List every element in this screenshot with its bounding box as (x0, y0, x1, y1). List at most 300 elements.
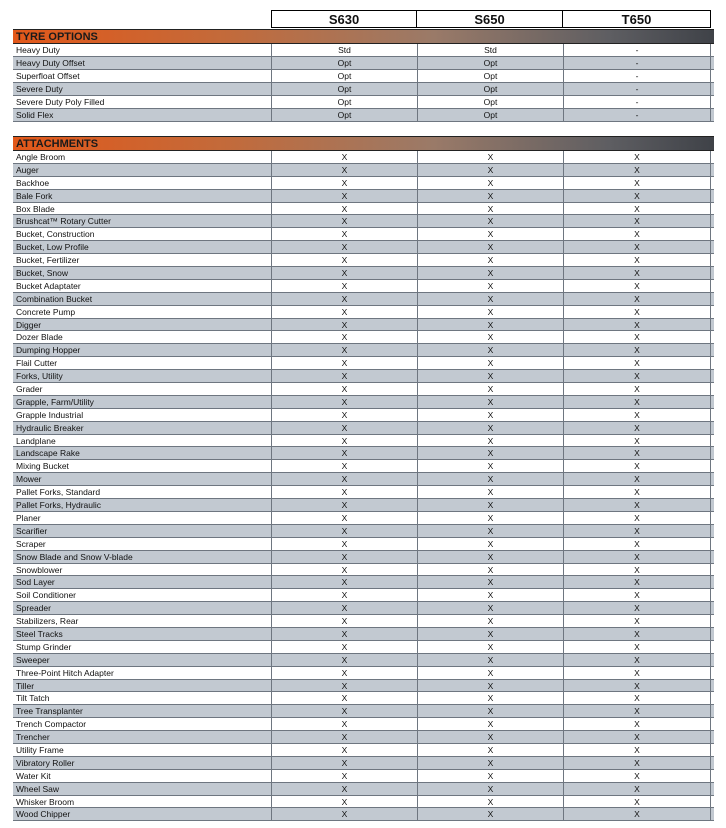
attachment-row (13, 538, 714, 551)
cell-s630: X (271, 151, 417, 163)
cell-s650: X (417, 744, 563, 756)
cell-s650: X (417, 383, 563, 395)
cell-s650: X (417, 499, 563, 511)
row-label: Sweeper (16, 654, 50, 665)
cell-t650: X (563, 641, 711, 653)
cell-t650: X (563, 499, 711, 511)
cell-t650: X (563, 564, 711, 576)
attachment-row (13, 783, 714, 796)
cell-t650: X (563, 615, 711, 627)
cell-t650: X (563, 796, 711, 808)
model-header-s650: S650 (417, 10, 563, 28)
row-label: Tiller (16, 680, 35, 691)
cell-t650: X (563, 293, 711, 305)
cell-s630: X (271, 241, 417, 253)
cell-s630: X (271, 319, 417, 331)
row-label: Angle Broom (16, 152, 66, 162)
cell-s650: X (417, 576, 563, 588)
cell-s650: X (417, 241, 563, 253)
attachment-row (13, 357, 714, 370)
cell-s630: X (271, 525, 417, 537)
cell-s630: X (271, 757, 417, 769)
row-label: Bucket Adaptater (16, 280, 81, 291)
cell-s650: X (417, 525, 563, 537)
attachment-row (13, 486, 714, 499)
model-header-t650: T650 (563, 10, 711, 28)
cell-s650: X (417, 190, 563, 202)
cell-s650: X (417, 615, 563, 627)
row-label: Spreader (16, 603, 51, 614)
row-label: Planer (16, 512, 41, 523)
row-label: Forks, Utility (16, 371, 63, 382)
cell-t650: X (563, 344, 711, 356)
cell-s650: X (417, 770, 563, 782)
cell-s630: X (271, 357, 417, 369)
cell-t650: X (563, 486, 711, 498)
row-label: Grapple Industrial (16, 409, 84, 420)
cell-s630: X (271, 344, 417, 356)
cell-t650: X (563, 628, 711, 640)
row-label: Pallet Forks, Standard (16, 487, 101, 498)
cell-s630: Std (271, 44, 417, 56)
cell-t650: X (563, 808, 711, 820)
attachment-row (13, 615, 714, 628)
cell-s650: X (417, 215, 563, 227)
cell-t650: X (563, 151, 711, 163)
tyre-option-row (13, 70, 714, 83)
row-label: Auger (16, 164, 39, 175)
attachment-row (13, 512, 714, 525)
cell-s630: X (271, 190, 417, 202)
attachment-row (13, 254, 714, 267)
attachment-row (13, 576, 714, 589)
tyre-option-row (13, 109, 714, 122)
row-label: Mower (16, 474, 42, 485)
cell-t650: X (563, 267, 711, 279)
spec-sheet (13, 10, 714, 821)
cell-s650: X (417, 486, 563, 498)
cell-s650: X (417, 422, 563, 434)
cell-s650: X (417, 331, 563, 343)
row-label: Digger (16, 319, 42, 330)
attachment-row (13, 808, 714, 821)
cell-t650: X (563, 228, 711, 240)
cell-t650: X (563, 254, 711, 266)
cell-s650: X (417, 280, 563, 292)
attachment-row (13, 525, 714, 538)
header-spacer (13, 10, 271, 28)
cell-s630: X (271, 486, 417, 498)
attachment-row (13, 551, 714, 564)
cell-s650: X (417, 757, 563, 769)
row-label: Severe Duty Poly Filled (16, 97, 105, 107)
cell-t650: X (563, 241, 711, 253)
row-label: Soil Conditioner (16, 590, 77, 601)
tyre-options-heading: TYRE OPTIONS (13, 29, 714, 44)
tyre-option-row (13, 57, 714, 70)
cell-s630: X (271, 203, 417, 215)
cell-s630: X (271, 796, 417, 808)
cell-s630: X (271, 731, 417, 743)
cell-s650: X (417, 628, 563, 640)
cell-t650: X (563, 177, 711, 189)
cell-s650: Opt (417, 83, 563, 95)
cell-s650: X (417, 177, 563, 189)
row-label: Steel Tracks (16, 628, 63, 639)
cell-s630: X (271, 628, 417, 640)
cell-s650: Opt (417, 70, 563, 82)
cell-s650: X (417, 602, 563, 614)
attachment-row (13, 628, 714, 641)
cell-s650: X (417, 357, 563, 369)
cell-s650: X (417, 306, 563, 318)
cell-s650: X (417, 396, 563, 408)
cell-s630: X (271, 422, 417, 434)
cell-s650: X (417, 228, 563, 240)
cell-t650: X (563, 473, 711, 485)
cell-s630: X (271, 306, 417, 318)
attachment-row (13, 435, 714, 448)
row-label: Heavy Duty (16, 45, 60, 55)
cell-s650: Opt (417, 57, 563, 69)
cell-s630: X (271, 551, 417, 563)
attachment-row (13, 731, 714, 744)
cell-t650: X (563, 203, 711, 215)
attachments-table (13, 151, 714, 821)
cell-t650: X (563, 551, 711, 563)
row-label: Pallet Forks, Hydraulic (16, 500, 102, 511)
attachment-row (13, 692, 714, 705)
attachment-row (13, 602, 714, 615)
cell-s650: X (417, 435, 563, 447)
cell-s650: X (417, 319, 563, 331)
cell-s650: X (417, 344, 563, 356)
cell-s630: X (271, 215, 417, 227)
cell-s630: Opt (271, 83, 417, 95)
cell-s630: X (271, 228, 417, 240)
cell-t650: X (563, 744, 711, 756)
attachment-row (13, 473, 714, 486)
row-label: Sod Layer (16, 577, 55, 588)
cell-t650: - (563, 109, 711, 121)
attachment-row (13, 319, 714, 332)
cell-s650: X (417, 538, 563, 550)
cell-s630: X (271, 576, 417, 588)
cell-s650: X (417, 796, 563, 808)
cell-t650: X (563, 306, 711, 318)
attachment-row (13, 190, 714, 203)
cell-s650: X (417, 564, 563, 576)
cell-t650: X (563, 370, 711, 382)
row-label: Stabilizers, Rear (16, 616, 79, 627)
cell-t650: X (563, 409, 711, 421)
cell-t650: X (563, 718, 711, 730)
cell-s630: X (271, 254, 417, 266)
attachments-heading: ATTACHMENTS (13, 136, 714, 151)
attachment-row (13, 705, 714, 718)
cell-t650: X (563, 435, 711, 447)
attachment-row (13, 796, 714, 809)
cell-s630: X (271, 718, 417, 730)
cell-s650: X (417, 267, 563, 279)
cell-t650: X (563, 576, 711, 588)
row-label: Flail Cutter (16, 358, 58, 369)
cell-s630: X (271, 615, 417, 627)
cell-s650: Opt (417, 96, 563, 108)
row-label: Tree Transplanter (16, 706, 83, 717)
row-label: Dozer Blade (16, 332, 63, 343)
row-label: Brushcat™ Rotary Cutter (16, 216, 111, 227)
row-label: Utility Frame (16, 744, 64, 755)
attachment-row (13, 770, 714, 783)
row-label: Snowblower (16, 564, 63, 575)
attachment-row (13, 267, 714, 280)
cell-s650: Std (417, 44, 563, 56)
attachment-row (13, 177, 714, 190)
cell-t650: - (563, 44, 711, 56)
cell-s650: X (417, 409, 563, 421)
cell-s650: X (417, 473, 563, 485)
row-label: Wood Chipper (16, 809, 71, 820)
row-label: Bucket, Fertilizer (16, 255, 80, 266)
cell-t650: X (563, 680, 711, 692)
attachment-row (13, 293, 714, 306)
cell-s630: X (271, 564, 417, 576)
row-label: Hydraulic Breaker (16, 422, 84, 433)
cell-t650: X (563, 602, 711, 614)
cell-s630: X (271, 370, 417, 382)
cell-s630: X (271, 744, 417, 756)
cell-t650: X (563, 538, 711, 550)
row-label: Scarifier (16, 525, 48, 536)
attachment-row (13, 422, 714, 435)
cell-s630: X (271, 667, 417, 679)
cell-s630: Opt (271, 109, 417, 121)
model-header-row (13, 10, 714, 28)
attachment-row (13, 499, 714, 512)
attachment-row (13, 641, 714, 654)
cell-s630: X (271, 512, 417, 524)
row-label: Concrete Pump (16, 306, 76, 317)
row-label: Grader (16, 384, 43, 395)
cell-s630: X (271, 447, 417, 459)
row-label: Dumping Hopper (16, 345, 81, 356)
cell-s650: X (417, 512, 563, 524)
row-label: Trench Compactor (16, 719, 87, 730)
cell-s650: X (417, 151, 563, 163)
row-label: Grapple, Farm/Utility (16, 396, 94, 407)
cell-t650: X (563, 190, 711, 202)
cell-s650: X (417, 731, 563, 743)
cell-s630: X (271, 435, 417, 447)
cell-s630: X (271, 267, 417, 279)
cell-t650: X (563, 331, 711, 343)
cell-s650: X (417, 641, 563, 653)
cell-s650: X (417, 460, 563, 472)
row-label: Tilt Tatch (16, 693, 50, 704)
cell-s630: X (271, 770, 417, 782)
cell-s650: X (417, 808, 563, 820)
row-label: Whisker Broom (16, 796, 75, 807)
cell-t650: X (563, 783, 711, 795)
cell-s630: X (271, 538, 417, 550)
cell-t650: X (563, 280, 711, 292)
cell-t650: - (563, 96, 711, 108)
cell-t650: X (563, 705, 711, 717)
row-label: Stump Grinder (16, 641, 72, 652)
row-label: Three-Point Hitch Adapter (16, 667, 114, 678)
attachment-row (13, 654, 714, 667)
tyre-option-row (13, 96, 714, 109)
attachment-row (13, 744, 714, 757)
cell-s630: X (271, 177, 417, 189)
cell-s650: X (417, 447, 563, 459)
cell-s630: X (271, 293, 417, 305)
cell-t650: - (563, 83, 711, 95)
cell-s630: Opt (271, 57, 417, 69)
cell-s650: X (417, 783, 563, 795)
cell-t650: X (563, 164, 711, 176)
cell-t650: X (563, 731, 711, 743)
tyre-option-row (13, 83, 714, 96)
row-label: Landplane (16, 435, 56, 446)
cell-s630: X (271, 280, 417, 292)
attachment-row (13, 228, 714, 241)
row-label: Severe Duty (16, 84, 63, 94)
row-label: Bale Fork (16, 190, 53, 201)
cell-s650: X (417, 370, 563, 382)
row-label: Scraper (16, 538, 46, 549)
cell-s650: X (417, 654, 563, 666)
cell-t650: X (563, 692, 711, 704)
row-label: Landscape Rake (16, 448, 80, 459)
cell-t650: - (563, 70, 711, 82)
cell-t650: X (563, 319, 711, 331)
cell-t650: X (563, 215, 711, 227)
row-label: Trencher (16, 732, 50, 743)
cell-s650: X (417, 680, 563, 692)
cell-s650: X (417, 203, 563, 215)
row-label: Bucket, Low Profile (16, 242, 89, 253)
attachment-row (13, 757, 714, 770)
cell-t650: X (563, 589, 711, 601)
cell-s630: X (271, 602, 417, 614)
cell-s630: Opt (271, 70, 417, 82)
cell-s650: X (417, 667, 563, 679)
attachment-row (13, 151, 714, 164)
cell-s650: X (417, 692, 563, 704)
cell-s650: X (417, 254, 563, 266)
cell-s630: X (271, 680, 417, 692)
row-label: Superfloat Offset (16, 71, 80, 81)
cell-t650: X (563, 525, 711, 537)
cell-t650: X (563, 770, 711, 782)
attachment-row (13, 164, 714, 177)
cell-s630: X (271, 692, 417, 704)
attachment-row (13, 396, 714, 409)
attachment-row (13, 370, 714, 383)
row-label: Solid Flex (16, 110, 54, 120)
cell-s630: X (271, 705, 417, 717)
row-label: Combination Bucket (16, 293, 93, 304)
row-label: Backhoe (16, 177, 50, 188)
cell-t650: X (563, 422, 711, 434)
cell-s630: X (271, 460, 417, 472)
attachment-row (13, 460, 714, 473)
attachment-row (13, 344, 714, 357)
row-label: Vibratory Roller (16, 757, 75, 768)
row-label: Snow Blade and Snow V-blade (16, 551, 133, 562)
cell-t650: X (563, 383, 711, 395)
attachment-row (13, 680, 714, 693)
cell-t650: X (563, 757, 711, 769)
cell-s650: Opt (417, 109, 563, 121)
cell-s630: X (271, 409, 417, 421)
row-label: Box Blade (16, 203, 55, 214)
cell-s630: X (271, 808, 417, 820)
attachment-row (13, 215, 714, 228)
attachment-row (13, 447, 714, 460)
cell-s630: X (271, 641, 417, 653)
attachment-row (13, 280, 714, 293)
cell-t650: X (563, 460, 711, 472)
cell-s650: X (417, 718, 563, 730)
attachment-row (13, 564, 714, 577)
cell-s630: X (271, 383, 417, 395)
cell-t650: X (563, 447, 711, 459)
cell-s630: X (271, 473, 417, 485)
row-label: Bucket, Construction (16, 229, 95, 240)
cell-s630: X (271, 331, 417, 343)
model-header-s630: S630 (271, 10, 417, 28)
cell-s650: X (417, 164, 563, 176)
attachment-row (13, 589, 714, 602)
row-label: Wheel Saw (16, 783, 59, 794)
cell-s650: X (417, 551, 563, 563)
cell-t650: X (563, 512, 711, 524)
row-label: Bucket, Snow (16, 268, 68, 279)
row-label: Mixing Bucket (16, 461, 69, 472)
cell-s630: X (271, 654, 417, 666)
attachment-row (13, 203, 714, 216)
attachment-row (13, 718, 714, 731)
cell-t650: X (563, 654, 711, 666)
row-label: Heavy Duty Offset (16, 58, 85, 68)
tyre-options-table (13, 44, 714, 122)
cell-t650: X (563, 667, 711, 679)
cell-s650: X (417, 589, 563, 601)
cell-t650: X (563, 396, 711, 408)
cell-s630: X (271, 783, 417, 795)
attachment-row (13, 409, 714, 422)
cell-t650: X (563, 357, 711, 369)
cell-s630: Opt (271, 96, 417, 108)
cell-s650: X (417, 705, 563, 717)
cell-s650: X (417, 293, 563, 305)
tyre-option-row (13, 44, 714, 57)
attachment-row (13, 241, 714, 254)
cell-s630: X (271, 589, 417, 601)
row-label: Water Kit (16, 770, 51, 781)
cell-s630: X (271, 396, 417, 408)
attachment-row (13, 331, 714, 344)
attachment-row (13, 383, 714, 396)
attachment-row (13, 306, 714, 319)
cell-t650: - (563, 57, 711, 69)
cell-s630: X (271, 499, 417, 511)
attachment-row (13, 667, 714, 680)
cell-s630: X (271, 164, 417, 176)
